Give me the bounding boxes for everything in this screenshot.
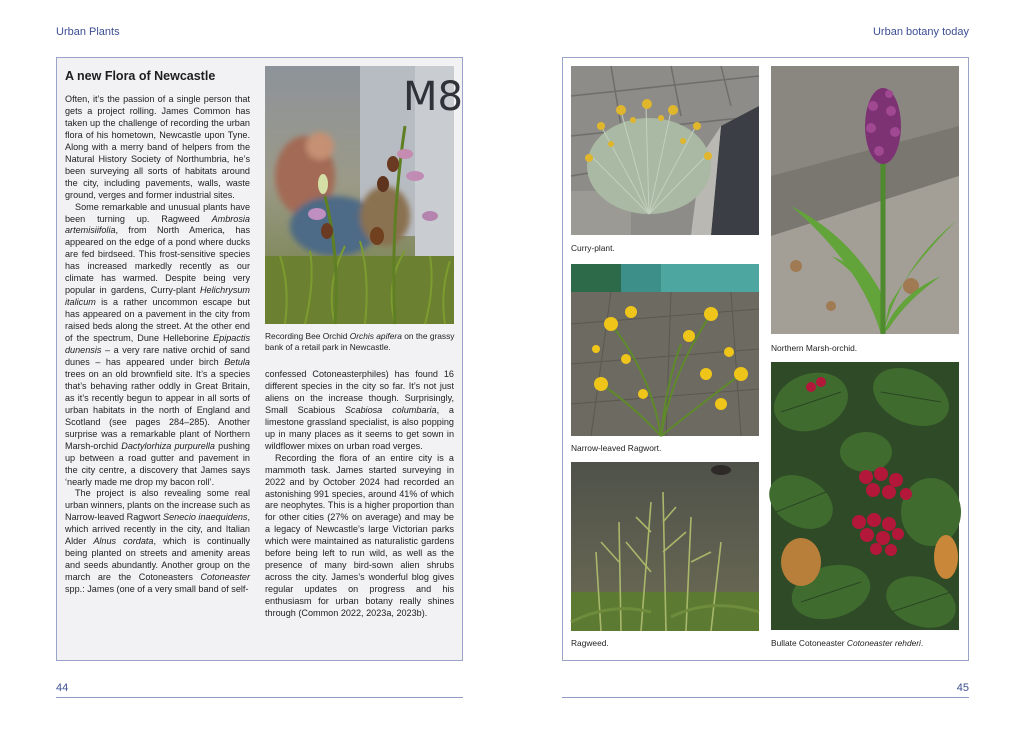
running-head-left: Urban Plants	[56, 26, 120, 38]
paragraph	[265, 453, 454, 620]
curry-plant-photo	[571, 66, 759, 235]
italic-term: Dactylorhiza purpurella	[121, 440, 215, 451]
northern-marsh-orchid-caption: Northern Marsh-orchid.	[771, 343, 858, 353]
text-run: Recording Bee Orchid	[265, 331, 350, 341]
page-number-left: 44	[56, 682, 69, 694]
northern-marsh-orchid-photo	[771, 66, 959, 334]
text-run: , which arrived recently in the city, and Italian Alder	[65, 512, 251, 547]
italic-term: Senecio inaequidens	[163, 512, 248, 523]
text-run: Recording the flora of an entire city is a mammoth task. James started surveying in 2022 and by October 2024 had recorded an astonishing 991 species, around 41% of which are neophytes. This is a higher proportion than for other cities (27% on average) and may be a legacy of Newcastle’s large Victorian parks which were maintained as naturalistic gardens before being left to run wild, as well as the presence of many bird-sown alien shrubs across the city. James’s wonderful blog gives regular updates on progress and his enthusiasm for urban botany really shines through (Common 2022, 2023a, 2023b).	[265, 452, 454, 619]
text-run: Some remarkable and unusual plants have been turning up. Ragweed	[65, 201, 250, 224]
narrow-leaved-ragwort-caption: Narrow-leaved Ragwort.	[571, 443, 662, 453]
footer-rule-right	[562, 697, 969, 698]
text-run: , a limestone grassland specialist, is also popping up in many places as it seems to get sown in wildflower mixes on urban road verges.	[265, 404, 454, 451]
text-run: Bullate Cotoneaster	[771, 638, 847, 648]
italic-term: Alnus cordata	[93, 536, 154, 547]
text-run: , which is continually being planted on streets and amenity areas and seeds abundantly. Another group on the march are the Cotoneasters	[65, 536, 250, 583]
italic-term: Scabiosa columbaria	[344, 404, 437, 415]
article-column-2	[265, 369, 454, 620]
text-run: confessed Cotoneasterphiles) has found 16 different species in the city so far. It’s not just aliens on the increase though. Surprisingly, Small Scabious	[265, 369, 454, 415]
italic-term: Orchis apifera	[349, 331, 402, 341]
bee-orchid-photo	[265, 66, 463, 324]
italic-term: Ambrosia artemisiifolia	[65, 213, 250, 236]
paragraph	[65, 488, 250, 596]
bee-orchid-caption	[265, 331, 457, 353]
text-run: spp.: James (one of a very small band of self-	[65, 584, 249, 595]
italic-term: Epipactis dunensis	[65, 333, 250, 356]
paragraph	[65, 94, 250, 202]
text-run: trees on an old brownfield site. It’s a species that’s behaving rather oddly in Great Britain, as it’s recently begun to appear in all sorts of urban habitats in the north of England and Scotland (see pages 284–285). Another surprise was a remarkable plant of Northern Marsh-orchid	[65, 368, 250, 451]
paragraph	[65, 202, 250, 489]
text-run: Often, it’s the passion of a single person that gets a project rolling. James Common has taken up the challenge of recording the urban flora of his hometown, Newcastle upon Tyne. Along with a merry band of helpers from the Natural History Society of Northumbria, he’s been surveying all sorts of habitats around the city, including pavements, walls, waste ground, verges and former industrial sites.	[65, 94, 250, 200]
text-run: , from North America, has appeared on the edge of a pond where ducks are fed birdseed. This frost-sensitive species has increased markedly recently as our climate has warmed. Despite being very popular in gardens, Curry-plant	[65, 225, 250, 296]
text-run: The project is also revealing some real urban winners, plants on the increase such as Narrow-leaved Ragwort	[65, 488, 251, 523]
narrow-leaved-ragwort-photo	[571, 264, 759, 436]
bullate-cotoneaster-caption	[771, 638, 923, 649]
article-title: A new Flora of Newcastle	[65, 69, 216, 83]
text-run: – a very rare native orchid of sand dunes – has appeared under birch	[65, 345, 250, 367]
page-number-right: 45	[956, 682, 969, 694]
running-head-right: Urban botany today	[872, 26, 969, 38]
text-run: .	[920, 638, 924, 648]
sign-text: M8	[403, 74, 463, 120]
italic-term: Cotoneaster rehderi	[846, 638, 921, 648]
italic-term: Betula	[224, 356, 250, 367]
ragweed-caption: Ragweed.	[571, 638, 609, 648]
footer-rule-left	[56, 697, 463, 698]
bullate-cotoneaster-photo	[771, 362, 959, 630]
text-run: pushing up between a road gutter and pavement in the city centre, a discovery that James says ‘nearly made me drop my bacon roll’.	[65, 440, 250, 487]
text-run: is a rather uncommon escape but has appeared on a pavement in the city from raised beds along the street. At the other end of the spectrum, Dune Helleborine	[65, 297, 250, 344]
paragraph	[265, 369, 454, 453]
ragweed-photo	[571, 462, 759, 631]
italic-term: Cotoneaster	[200, 572, 250, 583]
curry-plant-caption: Curry-plant.	[571, 243, 615, 253]
italic-term: Helichrysum italicum	[65, 285, 250, 308]
article-column-1	[65, 94, 250, 596]
text-run: on the grassy bank of a retail park in Newcastle.	[265, 331, 455, 352]
